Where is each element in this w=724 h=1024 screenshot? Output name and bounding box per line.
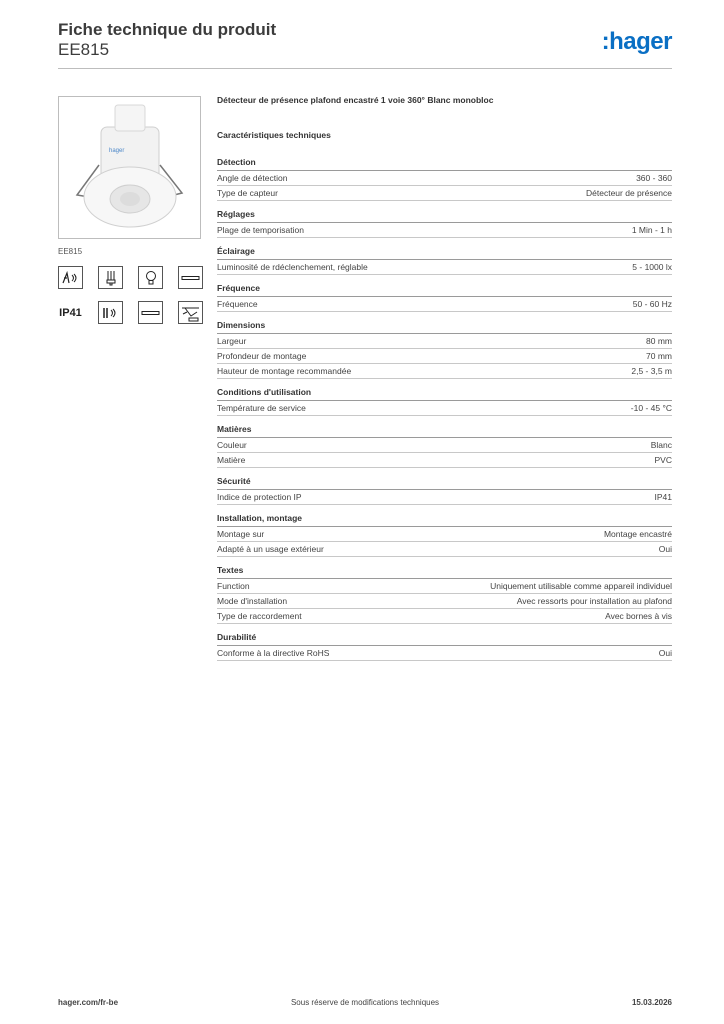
spec-value: Blanc: [650, 440, 672, 450]
spec-value: Avec bornes à vis: [605, 611, 672, 621]
section-title: Textes: [217, 565, 672, 579]
page-title: Fiche technique du produit: [58, 20, 277, 39]
spec-section: [217, 632, 672, 661]
product-image: [58, 96, 201, 239]
spec-section: [217, 209, 672, 238]
section-title: Réglages: [217, 209, 672, 223]
spec-label: Fréquence: [217, 299, 258, 309]
spec-row: [217, 401, 672, 416]
motion-detector-icon: [58, 266, 83, 289]
spec-label: Angle de détection: [217, 173, 288, 183]
spec-label: Type de raccordement: [217, 611, 302, 621]
spec-value: 1 Min - 1 h: [631, 225, 672, 235]
spec-label: Indice de protection IP: [217, 492, 302, 502]
spec-label: Hauteur de montage recommandée: [217, 366, 352, 376]
product-reference: EE815: [58, 40, 110, 59]
spec-value: -10 - 45 °C: [630, 403, 672, 413]
spec-label: Conforme à la directive RoHS: [217, 648, 330, 658]
spec-label: Largeur: [217, 336, 247, 346]
spec-row: [217, 490, 672, 505]
spec-label: Profondeur de montage: [217, 351, 307, 361]
spec-label: Matière: [217, 455, 246, 465]
ip-rating-label: IP41: [59, 306, 82, 319]
specs-heading: Caractéristiques techniques: [217, 130, 331, 140]
spec-value: 50 - 60 Hz: [632, 299, 672, 309]
header-divider: [58, 68, 672, 69]
spec-value: 80 mm: [646, 336, 672, 346]
section-title: Durabilité: [217, 632, 672, 646]
spec-value: 360 - 360: [636, 173, 672, 183]
incandescent-bulb-icon: [138, 266, 163, 289]
spec-row: [217, 579, 672, 594]
section-title: Matières: [217, 424, 672, 438]
spec-section: [217, 387, 672, 416]
spec-section: [217, 476, 672, 505]
section-title: Détection: [217, 157, 672, 171]
ceiling-mounting-icon: [178, 301, 203, 324]
spec-row: [217, 223, 672, 238]
spec-row: [217, 186, 672, 201]
spec-value: Uniquement utilisable comme appareil individuel: [490, 581, 672, 591]
fluorescent-lamp-icon: [98, 266, 123, 289]
product-description: Détecteur de présence plafond encastré 1 voie 360° Blanc monobloc: [217, 95, 494, 105]
spec-label: Montage sur: [217, 529, 265, 539]
section-title: Fréquence: [217, 283, 672, 297]
spec-row: [217, 260, 672, 275]
image-caption: EE815: [58, 247, 83, 256]
spec-value: Détecteur de présence: [586, 188, 672, 198]
spec-value: Oui: [658, 648, 672, 658]
spec-value: 2,5 - 3,5 m: [631, 366, 672, 376]
spec-section: [217, 513, 672, 557]
spec-section: [217, 283, 672, 312]
spec-value: Oui: [658, 544, 672, 554]
page-header: [58, 20, 672, 70]
spec-row: [217, 364, 672, 379]
ceiling-detector-image: [59, 97, 200, 238]
spec-row: [217, 171, 672, 186]
spec-row: [217, 594, 672, 609]
spec-value: 5 - 1000 lx: [632, 262, 672, 272]
spec-label: Mode d'installation: [217, 596, 288, 606]
spec-row: [217, 453, 672, 468]
spec-row: [217, 349, 672, 364]
spec-sections: [217, 157, 672, 661]
footer-date: 15.03.2026: [631, 998, 672, 1007]
spec-column: [217, 95, 672, 669]
spec-row: [217, 297, 672, 312]
spec-section: [217, 157, 672, 201]
spec-section: [217, 246, 672, 275]
section-title: Dimensions: [217, 320, 672, 334]
spec-value: Avec ressorts pour installation au plafond: [516, 596, 672, 606]
spec-value: PVC: [654, 455, 672, 465]
spec-section: [217, 424, 672, 468]
svg-text:hager: hager: [109, 148, 125, 154]
spec-value: IP41: [654, 492, 672, 502]
spec-label: Température de service: [217, 403, 306, 413]
spec-row: [217, 527, 672, 542]
presence-sensor-icon: [98, 301, 123, 324]
spec-label: Luminosité de rdéclenchement, réglable: [217, 262, 368, 272]
spec-row: [217, 646, 672, 661]
spec-value: 70 mm: [646, 351, 672, 361]
hager-logo: :hager: [601, 28, 672, 55]
section-title: Éclairage: [217, 246, 672, 260]
fluorescent-tube-icon: [178, 266, 203, 289]
tube-lamp-icon: [138, 301, 163, 324]
spec-label: Type de capteur: [217, 188, 278, 198]
spec-label: Adapté à un usage extérieur: [217, 544, 324, 554]
section-title: Installation, montage: [217, 513, 672, 527]
spec-label: Plage de temporisation: [217, 225, 304, 235]
spec-label: Couleur: [217, 440, 247, 450]
left-column: [58, 96, 204, 324]
spec-label: Function: [217, 581, 250, 591]
section-title: Conditions d'utilisation: [217, 387, 672, 401]
ip-rating-badge: [58, 301, 83, 324]
spec-row: [217, 334, 672, 349]
spec-row: [217, 542, 672, 557]
spec-value: Montage encastré: [603, 529, 672, 539]
spec-section: [217, 320, 672, 379]
footer-note: Sous réserve de modifications techniques: [290, 998, 440, 1007]
spec-row: [217, 438, 672, 453]
section-title: Sécurité: [217, 476, 672, 490]
spec-row: [217, 609, 672, 624]
footer-url[interactable]: hager.com/fr-be: [58, 998, 119, 1007]
spec-section: [217, 565, 672, 624]
pictogram-grid: [58, 266, 204, 324]
